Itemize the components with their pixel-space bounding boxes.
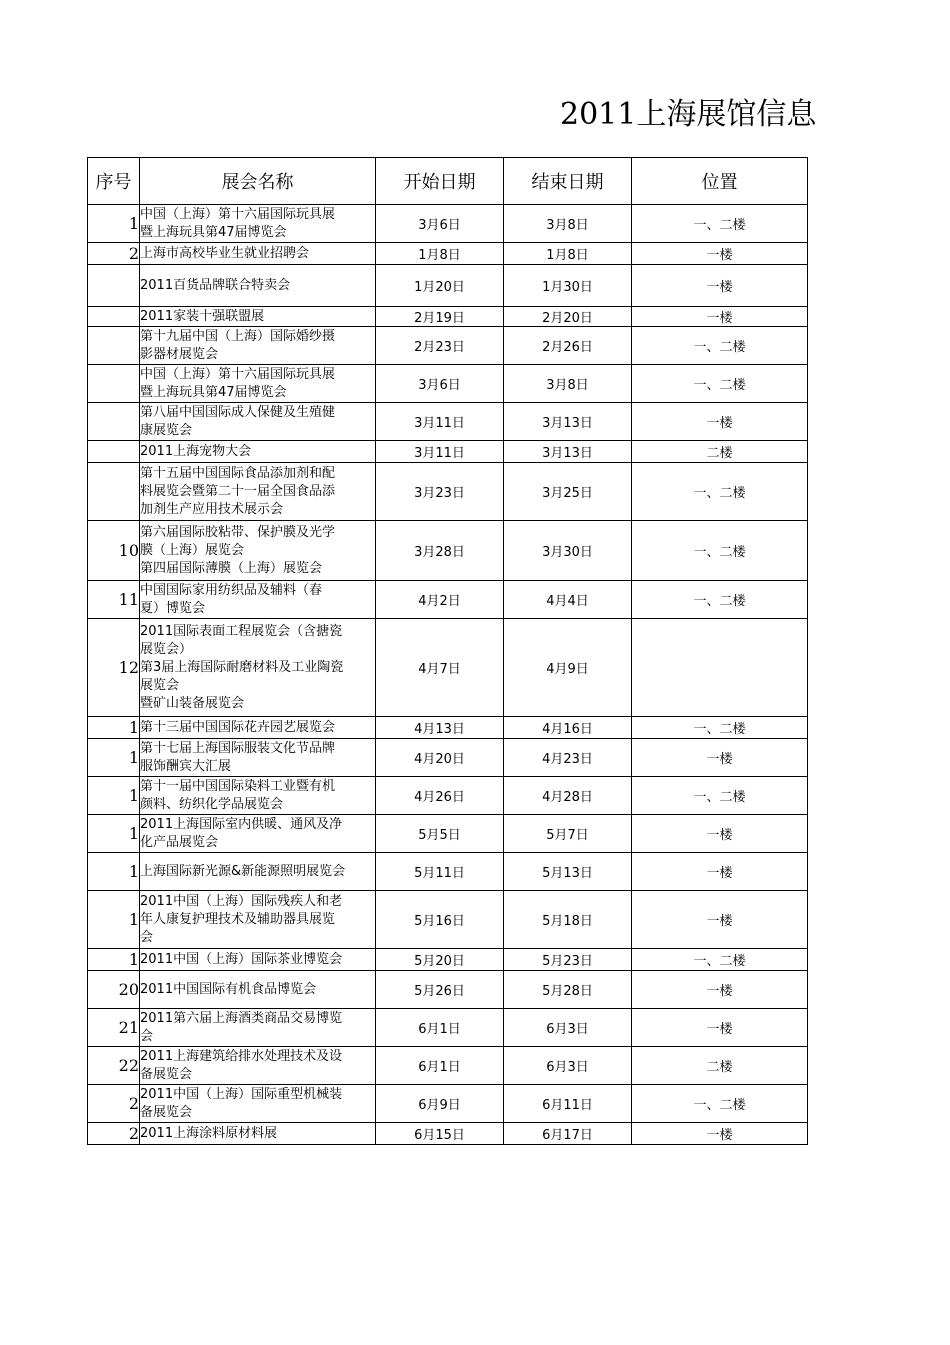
location-cell [632, 619, 808, 717]
table-row [88, 853, 808, 891]
start-date-cell: 6月1日 [376, 1047, 504, 1085]
header-location: 位置 [632, 158, 808, 205]
table-body [88, 205, 808, 1145]
exhibition-name-cell: 2011国际表面工程展览会（含搪瓷 展览会） 第3届上海国际耐磨材料及工业陶瓷 展览会 暨矿山装备展览会 [140, 619, 376, 717]
end-date-cell: 3月13日 [504, 403, 632, 441]
table-row [88, 717, 808, 739]
exhibition-name-cell: 第十五届中国国际食品添加剂和配 料展览会暨第二十一届全国食品添 加剂生产应用技术展示会 [140, 463, 376, 521]
seq-cell: 21 [88, 1009, 140, 1047]
location-cell: 一楼 [632, 891, 808, 949]
location-cell: 二楼 [632, 441, 808, 463]
start-date-cell: 4月20日 [376, 739, 504, 777]
seq-cell: 1 [88, 739, 140, 777]
end-date-cell: 3月25日 [504, 463, 632, 521]
table-row [88, 971, 808, 1009]
start-date-cell: 5月16日 [376, 891, 504, 949]
location-cell: 一、二楼 [632, 581, 808, 619]
seq-cell [88, 463, 140, 521]
seq-cell [88, 327, 140, 365]
exhibition-name-cell: 2011家装十强联盟展 [140, 307, 376, 327]
table-row [88, 521, 808, 581]
start-date-cell: 3月28日 [376, 521, 504, 581]
exhibition-name-cell: 第十七届上海国际服装文化节品牌 服饰酬宾大汇展 [140, 739, 376, 777]
exhibition-name-cell: 第十九届中国（上海）国际婚纱摄 影器材展览会 [140, 327, 376, 365]
start-date-cell: 2月23日 [376, 327, 504, 365]
start-date-cell: 5月26日 [376, 971, 504, 1009]
table-row [88, 581, 808, 619]
location-cell: 一楼 [632, 265, 808, 307]
start-date-cell: 4月2日 [376, 581, 504, 619]
location-cell: 一楼 [632, 307, 808, 327]
exhibition-table [87, 157, 808, 1145]
location-cell: 一、二楼 [632, 521, 808, 581]
table-row [88, 265, 808, 307]
page-title: 2011上海展馆信息 [560, 97, 817, 132]
start-date-cell: 6月15日 [376, 1123, 504, 1145]
seq-cell: 1 [88, 815, 140, 853]
exhibition-name-cell: 2011上海宠物大会 [140, 441, 376, 463]
seq-cell: 1 [88, 717, 140, 739]
start-date-cell: 6月9日 [376, 1085, 504, 1123]
end-date-cell: 4月9日 [504, 619, 632, 717]
start-date-cell: 4月7日 [376, 619, 504, 717]
seq-cell: 1 [88, 205, 140, 243]
exhibition-name-cell: 2011百货品牌联合特卖会 [140, 265, 376, 307]
table-row [88, 777, 808, 815]
location-cell: 一楼 [632, 739, 808, 777]
table-row [88, 205, 808, 243]
header-row [88, 158, 808, 205]
table-row [88, 815, 808, 853]
exhibition-name-cell: 第十一届中国国际染料工业暨有机 颜料、纺织化学品展览会 [140, 777, 376, 815]
table-row [88, 1047, 808, 1085]
location-cell: 一楼 [632, 1009, 808, 1047]
seq-cell: 1 [88, 949, 140, 971]
location-cell: 一、二楼 [632, 205, 808, 243]
start-date-cell: 3月11日 [376, 403, 504, 441]
location-cell: 一、二楼 [632, 949, 808, 971]
seq-cell: 1 [88, 853, 140, 891]
header-seq: 序号 [88, 158, 140, 205]
exhibition-name-cell: 中国国际家用纺织品及辅料（春 夏）博览会 [140, 581, 376, 619]
end-date-cell: 4月4日 [504, 581, 632, 619]
exhibition-name-cell: 中国（上海）第十六届国际玩具展 暨上海玩具第47届博览会 [140, 205, 376, 243]
exhibition-name-cell: 第八届中国国际成人保健及生殖健 康展览会 [140, 403, 376, 441]
table-row [88, 307, 808, 327]
exhibition-name-cell: 第十三届中国国际花卉园艺展览会 [140, 717, 376, 739]
exhibition-name-cell: 2011上海涂料原材料展 [140, 1123, 376, 1145]
location-cell: 一、二楼 [632, 463, 808, 521]
table-row [88, 739, 808, 777]
end-date-cell: 6月17日 [504, 1123, 632, 1145]
end-date-cell: 4月23日 [504, 739, 632, 777]
start-date-cell: 6月1日 [376, 1009, 504, 1047]
seq-cell [88, 403, 140, 441]
start-date-cell: 3月6日 [376, 205, 504, 243]
exhibition-name-cell: 2011上海建筑给排水处理技术及设 备展览会 [140, 1047, 376, 1085]
start-date-cell: 4月13日 [376, 717, 504, 739]
location-cell: 一楼 [632, 1123, 808, 1145]
end-date-cell: 3月30日 [504, 521, 632, 581]
seq-cell: 2 [88, 1085, 140, 1123]
location-cell: 一、二楼 [632, 1085, 808, 1123]
end-date-cell: 2月26日 [504, 327, 632, 365]
exhibition-name-cell: 上海国际新光源&新能源照明展览会 [140, 853, 376, 891]
seq-cell: 2 [88, 1123, 140, 1145]
location-cell: 一、二楼 [632, 365, 808, 403]
table-row [88, 243, 808, 265]
table-row [88, 403, 808, 441]
seq-cell: 20 [88, 971, 140, 1009]
end-date-cell: 3月13日 [504, 441, 632, 463]
seq-cell: 2 [88, 243, 140, 265]
start-date-cell: 1月20日 [376, 265, 504, 307]
end-date-cell: 6月3日 [504, 1009, 632, 1047]
end-date-cell: 6月11日 [504, 1085, 632, 1123]
start-date-cell: 5月5日 [376, 815, 504, 853]
start-date-cell: 5月20日 [376, 949, 504, 971]
seq-cell [88, 265, 140, 307]
end-date-cell: 5月13日 [504, 853, 632, 891]
end-date-cell: 5月28日 [504, 971, 632, 1009]
header-start-date: 开始日期 [376, 158, 504, 205]
exhibition-name-cell: 2011中国（上海）国际残疾人和老 年人康复护理技术及辅助器具展览 会 [140, 891, 376, 949]
table-row [88, 365, 808, 403]
exhibition-name-cell: 2011中国（上海）国际重型机械装 备展览会 [140, 1085, 376, 1123]
location-cell: 一楼 [632, 243, 808, 265]
table-row [88, 949, 808, 971]
location-cell: 一楼 [632, 403, 808, 441]
table-row [88, 463, 808, 521]
end-date-cell: 1月8日 [504, 243, 632, 265]
location-cell: 一、二楼 [632, 777, 808, 815]
exhibition-name-cell: 第六届国际胶粘带、保护膜及光学 膜（上海）展览会 第四届国际薄膜（上海）展览会 [140, 521, 376, 581]
seq-cell: 1 [88, 891, 140, 949]
exhibition-name-cell: 2011上海国际室内供暖、通风及净 化产品展览会 [140, 815, 376, 853]
seq-cell [88, 365, 140, 403]
end-date-cell: 1月30日 [504, 265, 632, 307]
table-row [88, 327, 808, 365]
seq-cell [88, 441, 140, 463]
location-cell: 一、二楼 [632, 327, 808, 365]
table-row [88, 1009, 808, 1047]
end-date-cell: 3月8日 [504, 205, 632, 243]
start-date-cell: 5月11日 [376, 853, 504, 891]
table-row [88, 1123, 808, 1145]
table-row [88, 891, 808, 949]
location-cell: 一楼 [632, 815, 808, 853]
end-date-cell: 3月8日 [504, 365, 632, 403]
end-date-cell: 2月20日 [504, 307, 632, 327]
end-date-cell: 4月16日 [504, 717, 632, 739]
exhibition-name-cell: 2011第六届上海酒类商品交易博览 会 [140, 1009, 376, 1047]
start-date-cell: 3月23日 [376, 463, 504, 521]
start-date-cell: 3月6日 [376, 365, 504, 403]
exhibition-name-cell: 2011中国国际有机食品博览会 [140, 971, 376, 1009]
seq-cell: 10 [88, 521, 140, 581]
end-date-cell: 5月18日 [504, 891, 632, 949]
seq-cell: 12 [88, 619, 140, 717]
exhibition-name-cell: 上海市高校毕业生就业招聘会 [140, 243, 376, 265]
table-row [88, 441, 808, 463]
exhibition-name-cell: 2011中国（上海）国际茶业博览会 [140, 949, 376, 971]
location-cell: 一楼 [632, 971, 808, 1009]
seq-cell: 1 [88, 777, 140, 815]
location-cell: 一楼 [632, 853, 808, 891]
start-date-cell: 1月8日 [376, 243, 504, 265]
seq-cell: 22 [88, 1047, 140, 1085]
table-row [88, 619, 808, 717]
start-date-cell: 3月11日 [376, 441, 504, 463]
end-date-cell: 5月7日 [504, 815, 632, 853]
end-date-cell: 4月28日 [504, 777, 632, 815]
end-date-cell: 5月23日 [504, 949, 632, 971]
seq-cell [88, 307, 140, 327]
end-date-cell: 6月3日 [504, 1047, 632, 1085]
exhibition-name-cell: 中国（上海）第十六届国际玩具展 暨上海玩具第47届博览会 [140, 365, 376, 403]
start-date-cell: 2月19日 [376, 307, 504, 327]
seq-cell: 11 [88, 581, 140, 619]
header-end-date: 结束日期 [504, 158, 632, 205]
location-cell: 一、二楼 [632, 717, 808, 739]
location-cell: 二楼 [632, 1047, 808, 1085]
start-date-cell: 4月26日 [376, 777, 504, 815]
table-row [88, 1085, 808, 1123]
header-name: 展会名称 [140, 158, 376, 205]
